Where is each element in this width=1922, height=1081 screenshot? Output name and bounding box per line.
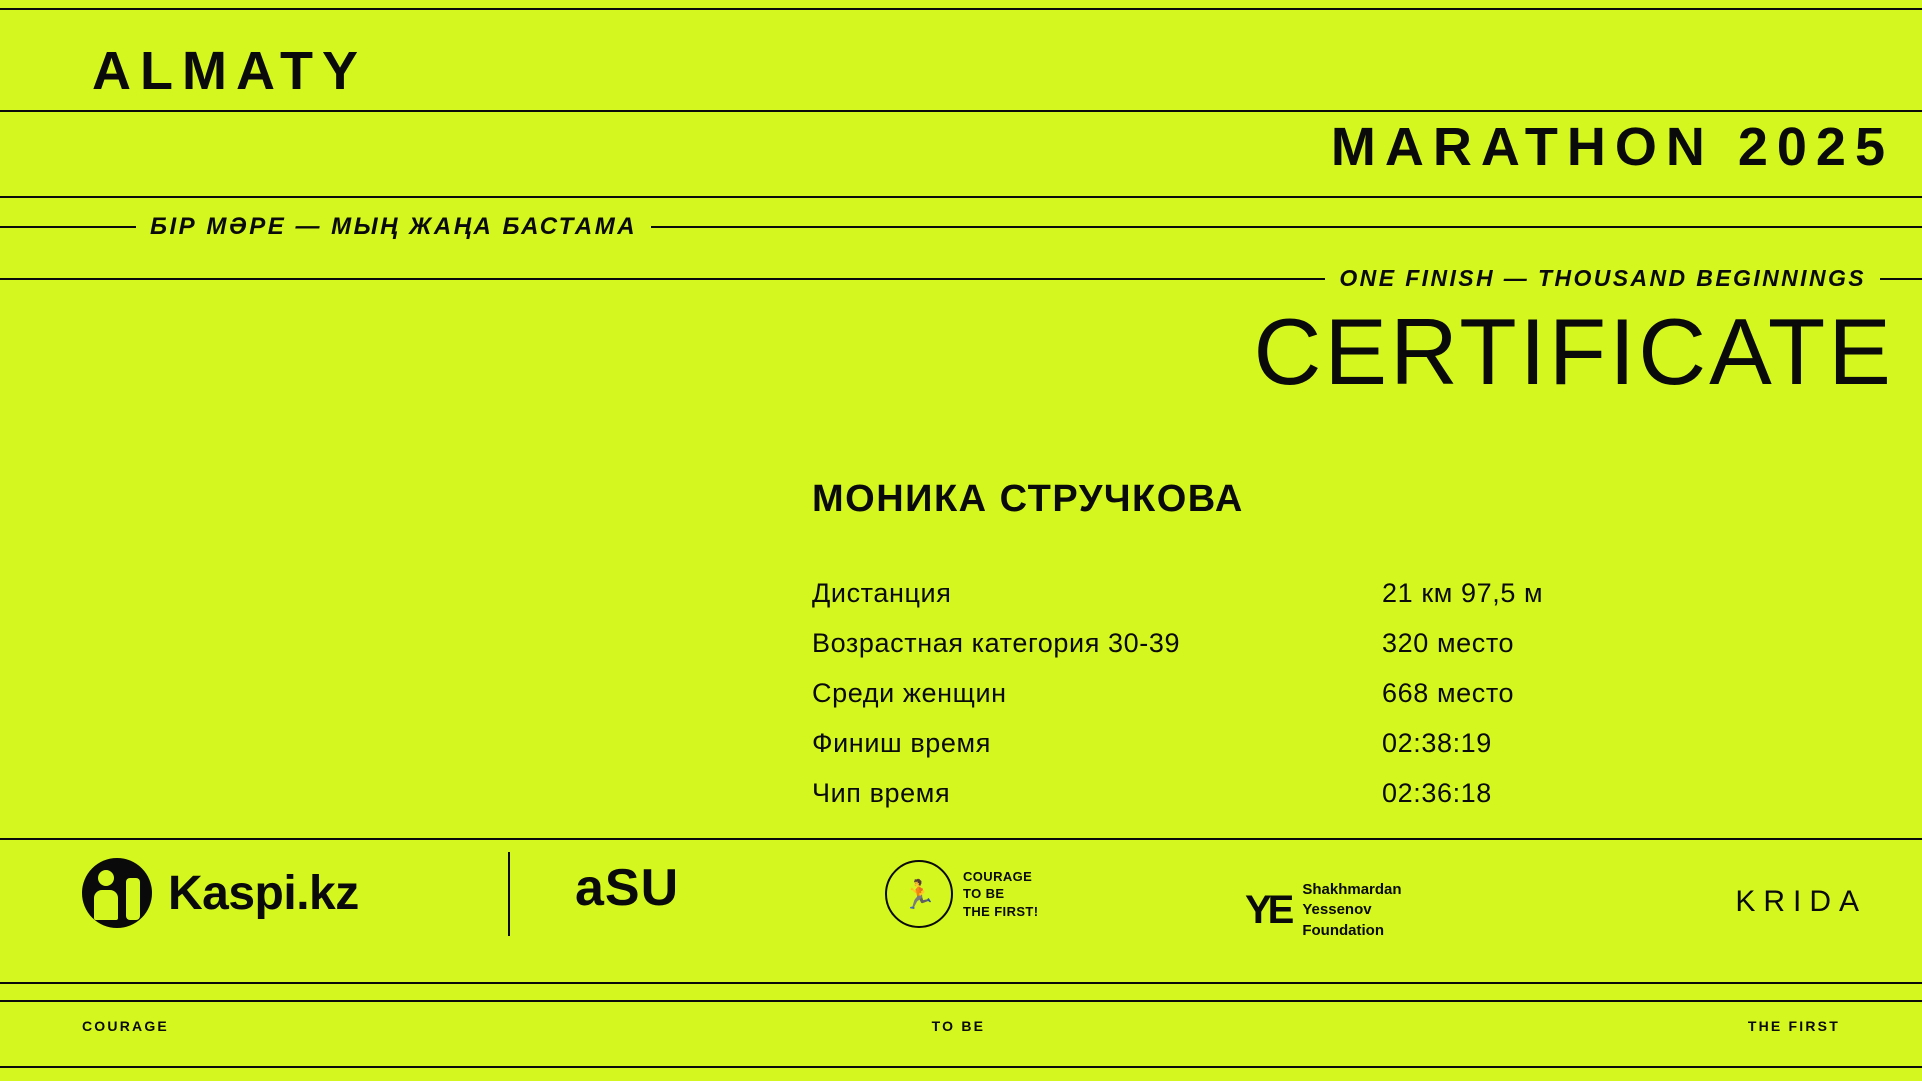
result-label: Чип время [812,778,951,808]
divider-line [0,196,1922,198]
divider-line [0,1000,1922,1002]
sponsor-krida-logo: KRIDA [1735,885,1867,918]
footer [0,1018,1922,1034]
table-row [812,578,1632,628]
event-title: MARATHON 2025 [1330,117,1894,177]
result-value: 02:36:18 [1382,778,1492,808]
table-row [812,778,1632,828]
divider-line [0,838,1922,840]
sponsor-yessenov-foundation [1245,880,1402,941]
table-row [812,628,1632,678]
result-value: 320 место [1382,628,1515,658]
divider-line [0,1066,1922,1068]
yessenov-logo-icon: YE [1245,887,1291,932]
results-table [812,578,1632,828]
sponsor-courage-fund [885,860,1039,928]
yessenov-line-3: Foundation [1302,921,1385,939]
yessenov-line-1: Shakhmardan [1302,881,1402,898]
participant-name: МОНИКА СТРУЧКОВА [812,478,1244,520]
footer-center: TO BE [931,1018,986,1034]
result-label: Дистанция [812,578,952,608]
result-label: Возрастная категория 30-39 [812,628,1181,658]
courage-fund-text [963,868,1039,921]
runner-icon: 🏃 [901,878,937,910]
courage-line-3: THE FIRST! [963,903,1039,919]
table-row [812,678,1632,728]
result-value: 21 км 97,5 м [1382,578,1544,608]
divider-line [0,8,1922,10]
sponsor-kaspi [82,858,359,928]
yessenov-line-2: Yessenov [1302,901,1372,919]
kaspi-logo-text: Kaspi.kz [168,866,359,920]
sponsor-divider [508,852,510,936]
result-value: 668 место [1382,678,1515,708]
result-value: 02:38:19 [1382,728,1492,758]
yessenov-foundation-text [1302,880,1401,941]
courage-line-1: COURAGE [963,868,1033,884]
table-row [812,728,1632,778]
result-label: Финиш время [812,728,991,758]
tagline-english: ONE FINISH — THOUSAND BEGINNINGS [1325,267,1880,290]
kaspi-logo-bar-icon [126,878,140,920]
footer-right: THE FIRST [1747,1018,1840,1034]
city-title: ALMATY [92,41,367,101]
footer-left: COURAGE [82,1018,169,1034]
divider-line [0,982,1922,984]
corporate-fund-seal-icon [885,860,953,928]
page-title: CERTIFICATE [1253,299,1894,404]
result-label: Среди женщин [812,678,1007,708]
tagline-kazakh: БІР МӘРЕ — МЫҢ ЖАҢА БАСТАМА [136,215,651,239]
kaspi-logo-icon [82,858,152,928]
sponsor-asu-logo: aSU [575,859,680,917]
courage-line-2: TO BE [963,886,1005,902]
divider-line [0,110,1922,112]
